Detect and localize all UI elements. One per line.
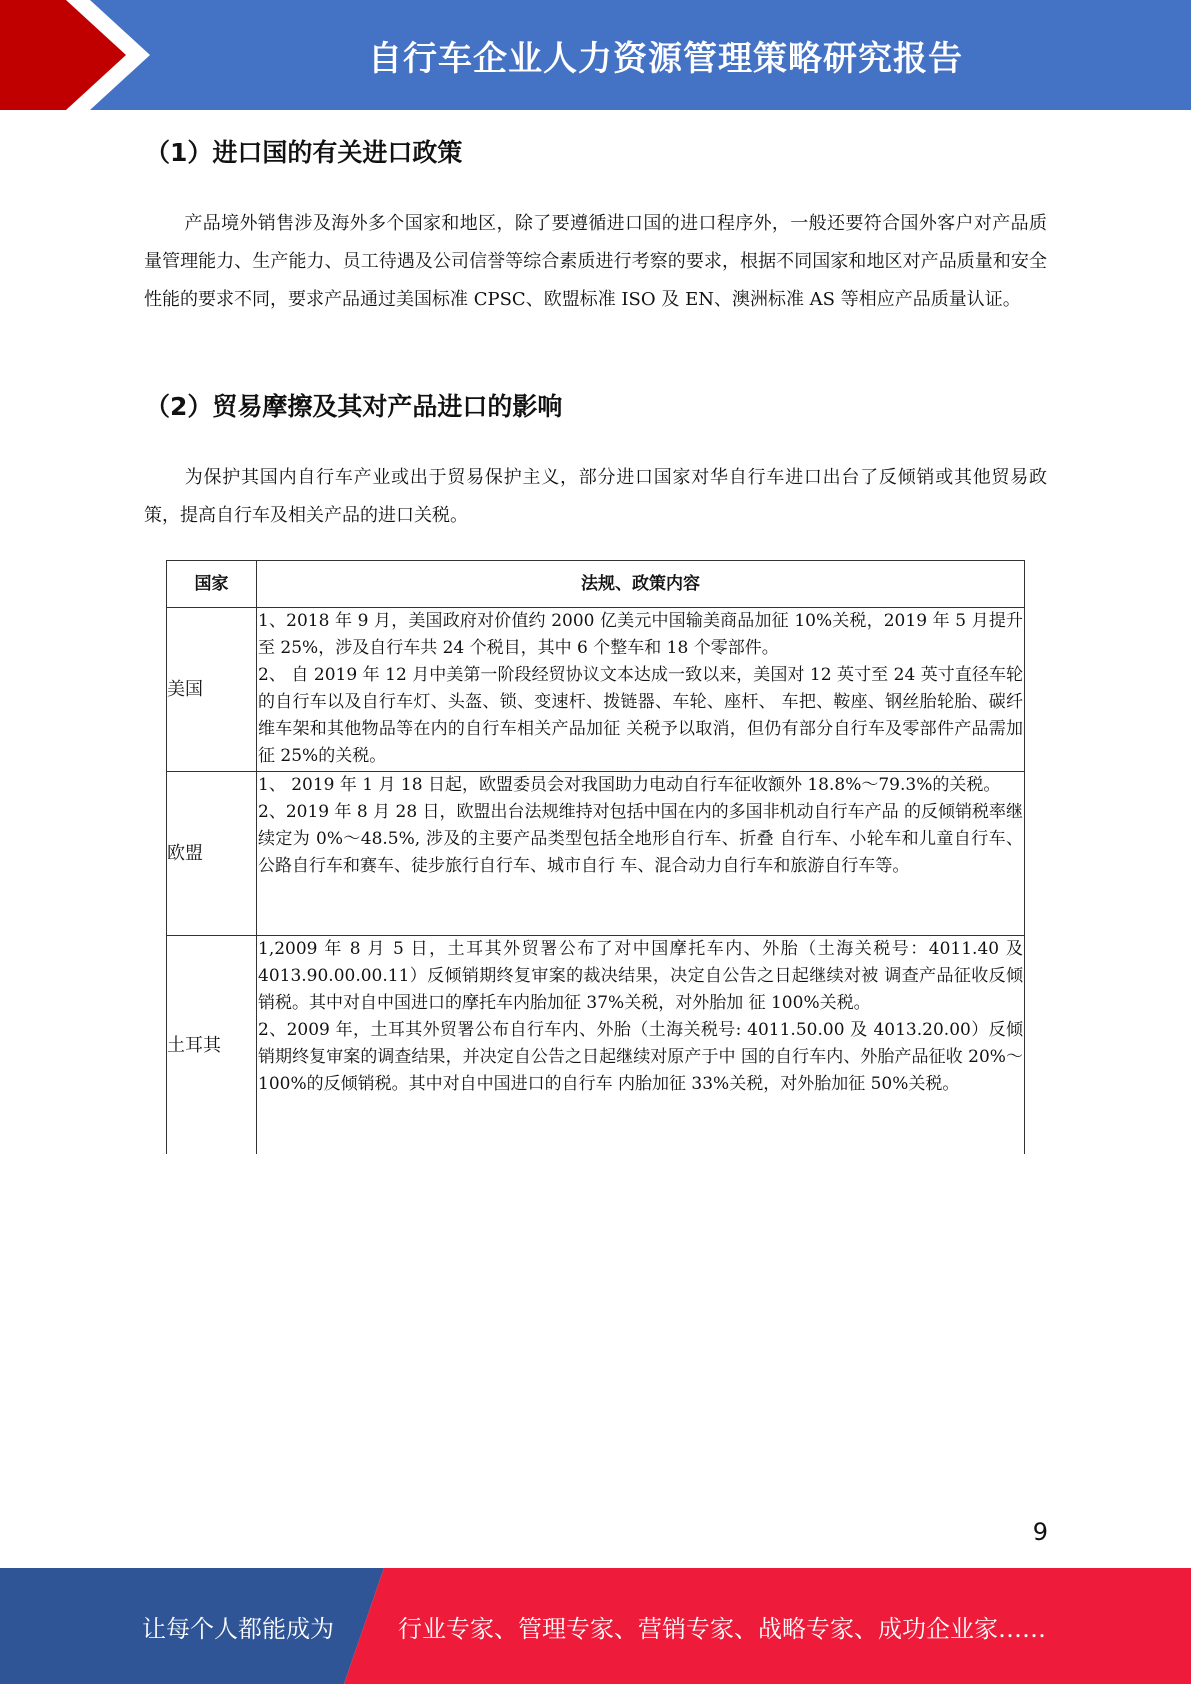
section-heading-import-policy: （1）进口国的有关进口政策: [145, 138, 463, 167]
policy-clause: 2、2019 年 8 月 28 日，欧盟出台法规维持对包括中国在内的多国非机动自行车产品 的反倾销税率继续定为 0%～48.5%, 涉及的主要产品类型包括全地形自行车、折叠 自行车、小轮车和儿童自行车、公路自行车和赛车、徒步旅行自行车、城市自行 车、混合动力自行车和旅游自行车等。: [258, 802, 1023, 876]
policy-clause: 1、2018 年 9 月，美国政府对价值约 2000 亿美元中国输美商品加征 10%关税，2019 年 5 月提升至 25%，涉及自行车共 24 个税目，其中 6 个整车和 18 个零部件。: [258, 611, 1023, 658]
policy-table: [166, 560, 1025, 1154]
policy-cell: [257, 772, 1025, 936]
table-header-row: [167, 561, 1025, 608]
report-title: 自行车企业人力资源管理策略研究报告: [368, 38, 963, 79]
column-header-country: 国家: [167, 561, 257, 608]
section-heading-trade-friction: （2）贸易摩擦及其对产品进口的影响: [145, 392, 563, 421]
paragraph-text: 为保护其国内自行车产业或出于贸易保护主义，部分进口国家对华自行车进口出台了反倾销或其他贸易政策，提高自行车及相关产品的进口关税。: [144, 467, 1047, 526]
country-cell: 土耳其: [167, 936, 257, 1155]
policy-clause: 2、 自 2019 年 12 月中美第一阶段经贸协议文本达成一致以来，美国对 12 英寸至 24 英寸直径车轮的自行车以及自行车灯、头盔、锁、变速杆、拨链器、车轮、座杆、 车把、鞍座、钢丝胎轮胎、碳纤维车架和其他物品等在内的自行车相关产品加征 关税予以取消，但仍有部分自行车及零部件产品需加征 25%的关税。: [258, 665, 1023, 766]
column-header-policy: 法规、政策内容: [257, 561, 1025, 608]
policy-clause: 2、2009 年，土耳其外贸署公布自行车内、外胎（土海关税号: 4011.50.00 及 4013.20.00）反倾销期终复审案的调查结果，并决定自公告之日起继续对原产于中 国的自行车内、外胎产品征收 20%～100%的反倾销税。其中对自中国进口的自行车 内胎加征 33%关税，对外胎加征 50%关税。: [258, 1020, 1023, 1094]
section-paragraph-import-policy: [144, 205, 1047, 319]
table-row: [167, 936, 1025, 1155]
policy-cell: [257, 936, 1025, 1155]
page-footer: [0, 1568, 1191, 1684]
policy-clause: 1、 2019 年 1 月 18 日起，欧盟委员会对我国助力电动自行车征收额外 18.8%～79.3%的关税。: [258, 775, 1001, 795]
footer-slogan-left: 让每个人都能成为: [142, 1614, 334, 1643]
country-cell: 欧盟: [167, 772, 257, 936]
table-row: [167, 608, 1025, 772]
footer-slogan-right: 行业专家、管理专家、营销专家、战略专家、成功企业家……: [398, 1614, 1046, 1643]
country-cell: 美国: [167, 608, 257, 772]
paragraph-text: 产品境外销售涉及海外多个国家和地区，除了要遵循进口国的进口程序外，一般还要符合国外客户对产品质量管理能力、生产能力、员工待遇及公司信誉等综合素质进行考察的要求，根据不同国家和地区对产品质量和安全性能的要求不同，要求产品通过美国标准 CPSC、欧盟标准 ISO 及 EN、澳洲标准 AS 等相应产品质量认证。: [144, 213, 1047, 310]
page-number: 9: [1032, 1518, 1048, 1546]
policy-cell: [257, 608, 1025, 772]
policy-clause: 1,2009 年 8 月 5 日，土耳其外贸署公布了对中国摩托车内、外胎（土海关税号：4011.40 及 4013.90.00.00.11）反倾销期终复审案的裁决结果，决定自公告之日起继续对被 调查产品征收反倾销税。其中对自中国进口的摩托车内胎加征 37%关税，对外胎加 征 100%关税。: [258, 939, 1023, 1013]
table-row: [167, 772, 1025, 936]
page-header: [0, 0, 1191, 110]
header-arrow-decoration: [0, 0, 160, 110]
section-paragraph-trade-friction: [144, 459, 1047, 535]
